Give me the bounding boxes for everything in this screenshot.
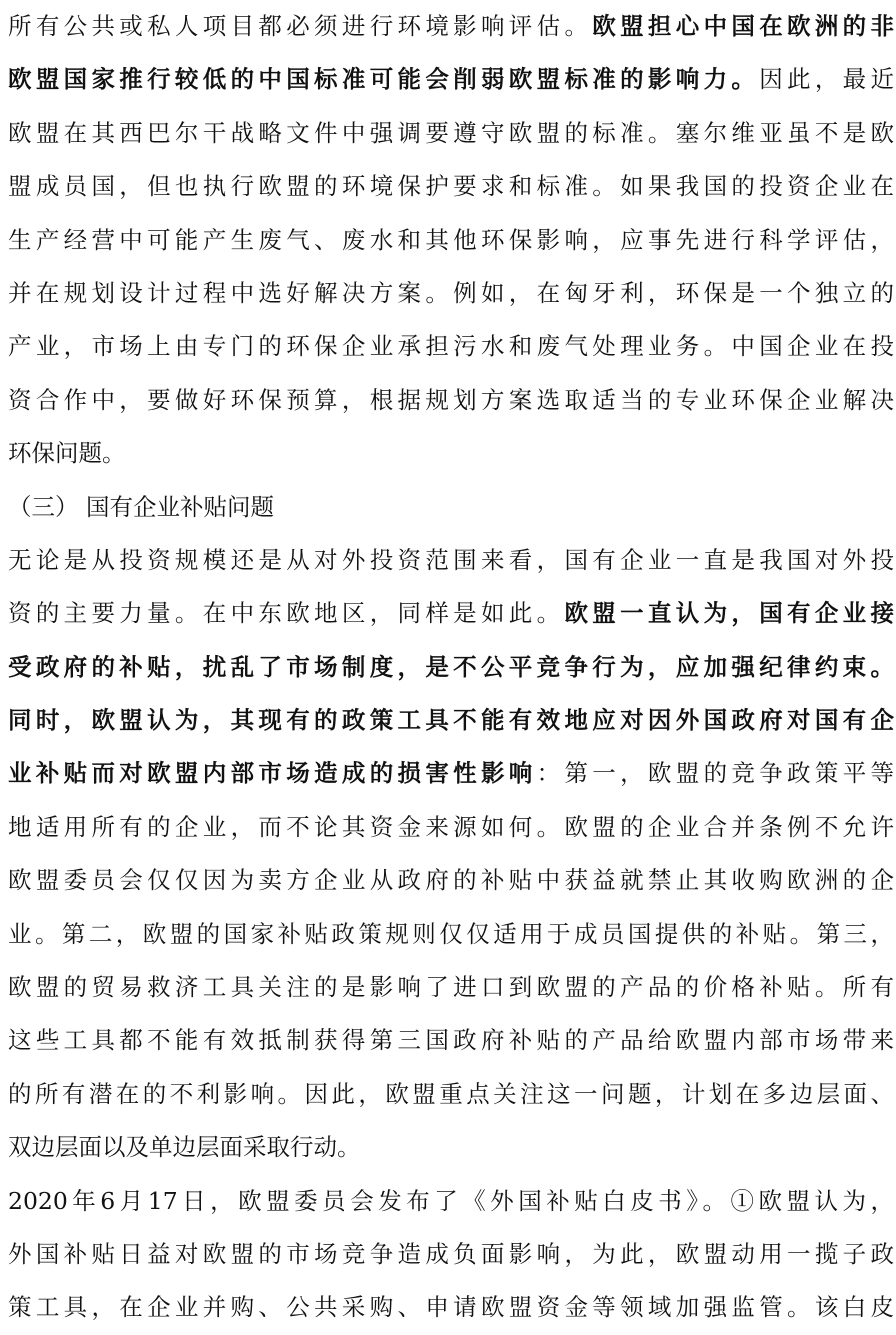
text-segment: 欧盟的贸易救济工具关注的是影响了进口到欧盟的产品的价格补贴。所有 <box>8 973 894 1002</box>
text-line <box>8 854 894 907</box>
text-segment: 产业，市场上由专门的环保企业承担污水和废气处理业务。中国企业在投 <box>8 332 894 361</box>
text-line <box>8 961 894 1014</box>
text-segment: 欧盟委员会仅仅因为卖方企业从政府的补贴中获益就禁止其收购欧洲的企 <box>8 866 894 895</box>
text-segment: 策工具，在企业并购、公共采购、申请欧盟资金等领域加强监管。该白皮 <box>8 1293 894 1322</box>
text-segment: 的所有潜在的不利影响。因此，欧盟重点关注这一问题，计划在多边层面、 <box>8 1079 894 1108</box>
text-segment: 资合作中，要做好环保预算，根据规划方案选取适当的专业环保企业解决 <box>8 385 894 414</box>
document-page <box>8 0 894 1335</box>
text-line <box>8 481 894 534</box>
text-segment: 地适用所有的企业，而不论其资金来源如何。欧盟的企业合并条例不允许 <box>8 812 894 841</box>
bold-text-segment: 欧盟担心中国在欧洲的非 <box>592 12 895 40</box>
text-segment: ：第一，欧盟的竞争政策平等 <box>536 759 895 788</box>
text-line <box>8 801 894 854</box>
text-line <box>8 160 894 213</box>
text-segment: 外国补贴日益对欧盟的市场竞争造成负面影响，为此，欧盟动用一揽子政 <box>8 1239 894 1268</box>
text-segment: 环保问题。 <box>8 439 126 468</box>
text-line <box>8 427 894 480</box>
text-line <box>8 534 894 587</box>
bold-text-segment: 同时，欧盟认为，其现有的政策工具不能有效地应对因外国政府对国有企 <box>8 706 894 735</box>
text-segment: （三） 国有企业补贴问题 <box>8 492 274 521</box>
text-line <box>8 1228 894 1281</box>
bold-text-segment: 欧盟一直认为，国有企业接 <box>564 599 895 628</box>
text-line <box>8 1175 894 1228</box>
text-segment: 双边层面以及单边层面采取行动。 <box>8 1133 361 1162</box>
text-line <box>8 1281 894 1334</box>
text-line <box>8 320 894 373</box>
text-segment: 并在规划设计过程中选好解决方案。例如，在匈牙利，环保是一个独立的 <box>8 278 894 307</box>
text-line <box>8 0 894 53</box>
bold-text-segment: 欧盟国家推行较低的中国标准可能会削弱欧盟标准的影响力。 <box>8 65 760 94</box>
text-line <box>8 1014 894 1067</box>
bold-text-segment: 受政府的补贴，扰乱了市场制度，是不公平竞争行为，应加强纪律约束。 <box>8 652 894 681</box>
text-line <box>8 53 894 106</box>
text-line <box>8 641 894 694</box>
text-line <box>8 1068 894 1121</box>
text-line <box>8 694 894 747</box>
text-line <box>8 267 894 320</box>
text-segment: 生产经营中可能产生废气、废水和其他环保影响，应事先进行科学评估， <box>8 225 894 254</box>
text-segment: 盟成员国，但也执行欧盟的环境保护要求和标准。如果我国的投资企业在 <box>8 172 894 201</box>
text-segment: 所有公共或私人项目都必须进行环境影响评估。 <box>8 12 593 40</box>
text-line <box>8 374 894 427</box>
text-segment: 2020年6月17日，欧盟委员会发布了《外国补贴白皮书》。①欧盟认为， <box>8 1186 894 1215</box>
text-line <box>8 587 894 640</box>
text-segment: 业。第二，欧盟的国家补贴政策规则仅仅适用于成员国提供的补贴。第三， <box>8 919 894 948</box>
text-line <box>8 747 894 800</box>
text-segment: 因此，最近 <box>759 65 895 94</box>
text-segment: 这些工具都不能有效抵制获得第三国政府补贴的产品给欧盟内部市场带来 <box>8 1026 894 1055</box>
text-segment: 无论是从投资规模还是从对外投资范围来看，国有企业一直是我国对外投 <box>8 545 894 574</box>
text-line <box>8 908 894 961</box>
text-line <box>8 214 894 267</box>
text-line <box>8 107 894 160</box>
text-segment: 欧盟在其西巴尔干战略文件中强调要遵守欧盟的标准。塞尔维亚虽不是欧 <box>8 118 894 147</box>
bold-text-segment: 业补贴而对欧盟内部市场造成的损害性影响 <box>8 759 537 788</box>
text-segment: 资的主要力量。在中东欧地区，同样是如此。 <box>8 599 565 628</box>
text-line <box>8 1121 894 1174</box>
